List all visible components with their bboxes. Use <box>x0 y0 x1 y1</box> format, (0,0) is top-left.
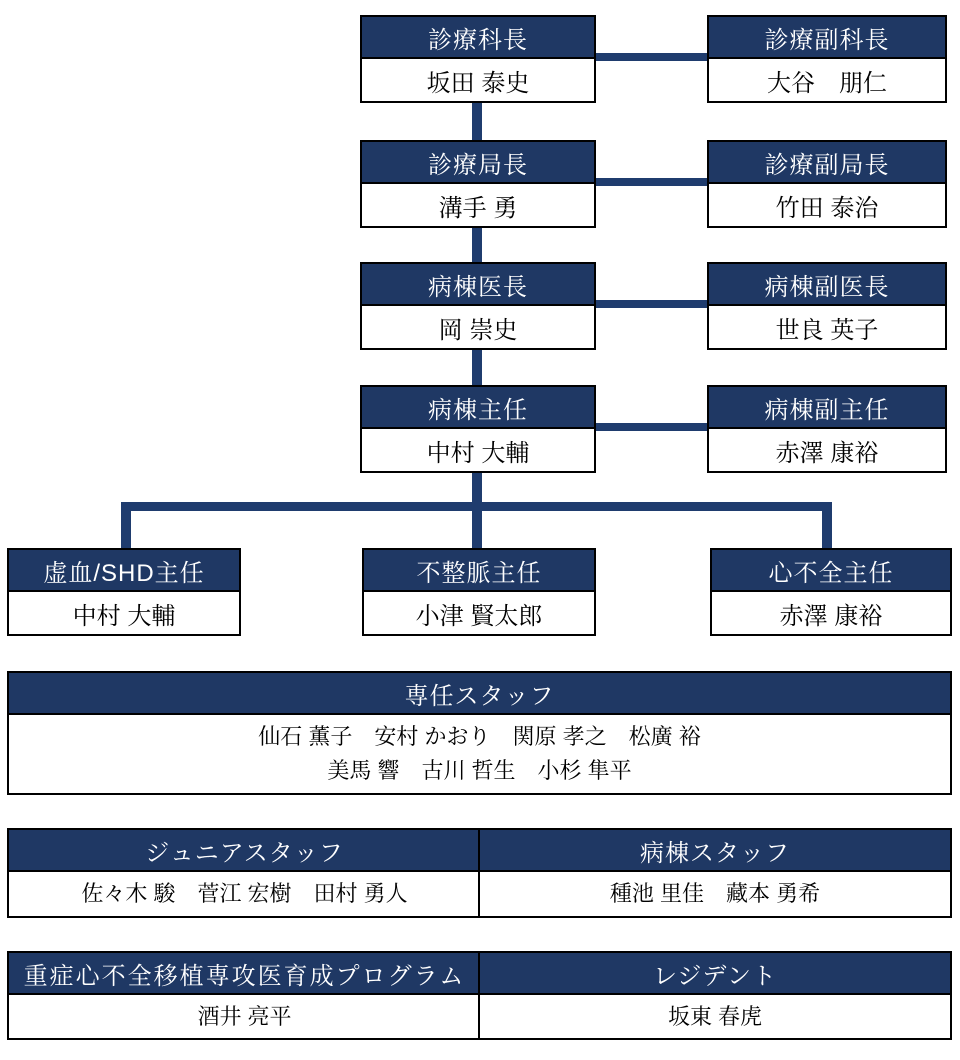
person-name: 竹田 泰治 <box>709 184 945 226</box>
box-resident <box>478 951 952 1040</box>
role-title: 心不全主任 <box>712 550 950 592</box>
box-deputy-ward-chief-doctor <box>707 262 947 350</box>
connector-chief-to-deputy <box>594 53 709 61</box>
role-title: 病棟主任 <box>362 387 594 429</box>
box-med-director <box>360 140 596 228</box>
box-deputy-ward-head <box>707 385 947 473</box>
connector-branch-horizontal <box>121 502 832 511</box>
person-name: 小津 賢太郎 <box>364 592 594 634</box>
staff-line: 美馬 響 古川 哲生 小杉 隼平 <box>327 758 632 783</box>
box-ischemia-shd-head <box>7 548 241 636</box>
connector-row3-row4 <box>472 345 482 389</box>
person-name: 赤澤 康裕 <box>712 592 950 634</box>
section-title: 重症心不全移植専攻医育成プログラム <box>9 953 480 995</box>
connector-wardhead-to-deputy <box>594 423 709 431</box>
staff-line: 佐々木 駿 菅江 宏樹 田村 勇人 <box>81 881 408 906</box>
box-arrhythmia-head <box>362 548 596 636</box>
section-title: ジュニアスタッフ <box>9 830 480 872</box>
box-deputy-med-director <box>707 140 947 228</box>
person-name: 大谷 朋仁 <box>709 59 945 101</box>
person-name: 赤澤 康裕 <box>709 429 945 471</box>
staff-line: 仙石 薫子 安村 かおり 関原 孝之 松廣 裕 <box>258 724 701 749</box>
role-title: 診療副科長 <box>709 17 945 59</box>
section-title: レジデント <box>480 953 950 995</box>
role-title: 病棟副主任 <box>709 387 945 429</box>
role-title: 不整脈主任 <box>364 550 594 592</box>
role-title: 虚血/SHD主任 <box>9 550 239 592</box>
box-ward-staff <box>478 828 952 918</box>
role-title: 診療局長 <box>362 142 594 184</box>
person-name: 中村 大輔 <box>362 429 594 471</box>
staff-line: 種池 里佳 藏本 勇希 <box>609 881 821 906</box>
connector-row2-row3 <box>472 222 482 266</box>
staff-line: 酒井 亮平 <box>197 1003 292 1029</box>
connector-wardchief-to-deputy <box>594 300 709 308</box>
connector-branch-right-drop <box>822 502 832 552</box>
connector-branch-left-drop <box>121 502 131 552</box>
role-title: 病棟副医長 <box>709 264 945 306</box>
person-name: 溝手 勇 <box>362 184 594 226</box>
role-title: 診療科長 <box>362 17 594 59</box>
connector-director-to-deputy <box>594 178 709 186</box>
staff-line: 坂東 春虎 <box>667 1003 763 1029</box>
person-name: 岡 崇史 <box>362 306 594 348</box>
box-senior-staff <box>7 671 952 795</box>
person-name: 中村 大輔 <box>9 592 239 634</box>
staff-names <box>9 715 950 793</box>
box-ward-head <box>360 385 596 473</box>
box-heart-failure-head <box>710 548 952 636</box>
section-title: 病棟スタッフ <box>480 830 950 872</box>
connector-row1-row2 <box>472 98 482 144</box>
box-dept-chief <box>360 15 596 103</box>
box-junior-staff <box>7 828 482 918</box>
box-ward-chief-doctor <box>360 262 596 350</box>
box-dept-deputy-chief <box>707 15 947 103</box>
role-title: 病棟医長 <box>362 264 594 306</box>
role-title: 診療副局長 <box>709 142 945 184</box>
section-title: 専任スタッフ <box>9 673 950 715</box>
person-name: 坂田 泰史 <box>362 59 594 101</box>
box-transplant-program <box>7 951 482 1040</box>
person-name: 世良 英子 <box>709 306 945 348</box>
